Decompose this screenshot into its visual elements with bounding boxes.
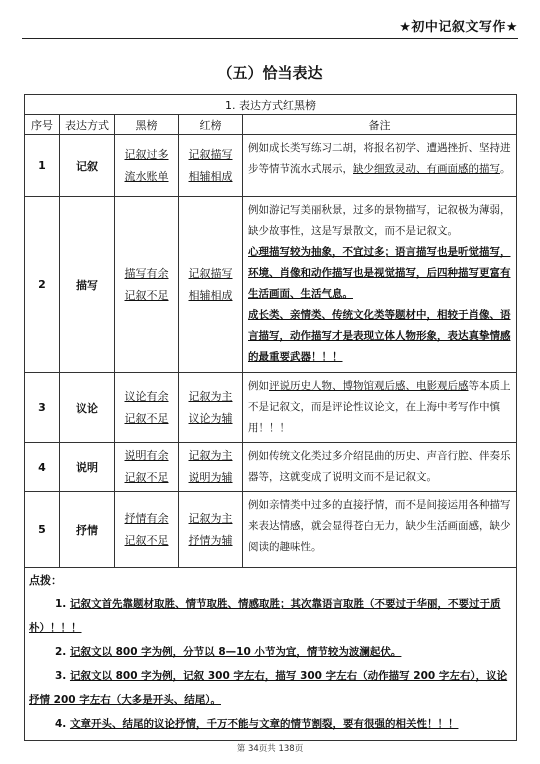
column-header: 黑榜 <box>115 115 179 135</box>
note-cell <box>243 197 517 373</box>
red-list-line: 说明为辅 <box>188 471 233 484</box>
tip-item <box>29 712 512 736</box>
row-number: 2 <box>25 197 60 373</box>
note-text: 成长类、亲情类、传统文化类等题材中，相较于肖像、语言描写，动作描写才是表现立体人物形象，表达真挚情感的最重要武器！！！ <box>248 309 511 363</box>
red-list-line: 记叙为主 <box>188 389 233 403</box>
red-list-cell <box>179 135 243 197</box>
column-header: 序号 <box>25 115 60 135</box>
black-list-line: 记叙不足 <box>124 533 169 547</box>
row-number: 1 <box>25 135 60 197</box>
table-row <box>25 443 517 492</box>
black-list-line: 记叙不足 <box>124 411 169 425</box>
note-cell <box>243 135 517 197</box>
red-list-cell <box>179 443 243 492</box>
expression-type: 抒情 <box>60 492 115 568</box>
column-header: 红榜 <box>179 115 243 135</box>
column-header: 备注 <box>243 115 517 135</box>
red-list-line: 记叙为主 <box>188 449 233 462</box>
note-cell <box>243 492 517 568</box>
tip-text: 记叙文首先靠题材取胜、情节取胜、情感取胜；其次靠语言取胜（不要过于华丽，不要过于质朴）！！！ <box>29 598 501 634</box>
red-list-line: 抒情为辅 <box>188 533 233 547</box>
page-footer: 第 34页共 138页 <box>236 744 304 754</box>
note-text: 。 <box>500 163 511 175</box>
table-row <box>25 492 517 568</box>
expression-type: 说明 <box>60 443 115 492</box>
note-text: 例如亲情类中过多的直接抒情，而不是间接运用各种描写来表达情感，就会显得苍白无力，缺少生活画面感，缺少阅读的趣味性。 <box>248 499 511 553</box>
tip-text: 记叙文以 800 字为例，分节以 8—10 小节为宜，情节较为波澜起伏。 <box>69 646 402 658</box>
note-cell <box>243 443 517 492</box>
tip-item <box>29 664 512 712</box>
red-list-line: 记叙为主 <box>188 511 233 525</box>
table-row <box>25 135 517 197</box>
expression-table <box>24 94 517 741</box>
black-list-line: 记叙不足 <box>124 471 169 484</box>
red-list-line: 议论为辅 <box>188 411 233 425</box>
tip-text: 文章开头、结尾的议论抒情，千万不能与文章的情节割裂，要有很强的相关性！！！ <box>69 718 459 730</box>
black-list-cell <box>115 443 179 492</box>
expression-type: 描写 <box>60 197 115 373</box>
tips-list <box>29 592 512 736</box>
red-list-line: 记叙描写 <box>188 147 233 161</box>
note-text: 例如传统文化类过多介绍昆曲的历史、声音行腔、伴奏乐器等，这就变成了说明文而不是记叙文。 <box>248 450 511 483</box>
note-cell <box>243 373 517 443</box>
header-title: ★初中记叙文写作★ <box>399 20 518 35</box>
red-list-cell <box>179 197 243 373</box>
black-list-line: 记叙过多 <box>124 147 169 161</box>
note-text: 缺少细致灵动、有画面感的描写 <box>353 163 500 175</box>
table-header-row <box>25 115 517 135</box>
section-title: （五）恰当表达 <box>217 64 323 82</box>
black-list-line: 说明有余 <box>124 449 169 462</box>
expression-type: 议论 <box>60 373 115 443</box>
note-text: 心理描写较为抽象，不宜过多；语言描写也是听觉描写，环境、肖像和动作描写也是视觉描写，后四种描写更富有生活画面、生活气息。 <box>248 246 511 300</box>
row-number: 4 <box>25 443 60 492</box>
table-caption: 1. 表达方式红黑榜 <box>25 95 517 115</box>
note-text: 例如 <box>248 380 269 392</box>
note-text: 评说历史人物、博物馆观后感、电影观后感 <box>269 380 469 392</box>
red-list-line: 相辅相成 <box>188 288 233 302</box>
black-list-cell <box>115 373 179 443</box>
black-list-line: 流水账单 <box>124 169 169 183</box>
note-text: 等本质上不是记叙文，而是评论性议论文，在上海中考写作中慎用！！！ <box>248 380 511 434</box>
table-body <box>25 135 517 568</box>
black-list-line: 描写有余 <box>124 266 169 280</box>
tip-number: 4. <box>55 718 67 730</box>
note-text: 例如成长类写练习二胡，将报名初学、遭遇挫折、坚持进步等情节流水式展示， <box>248 142 511 175</box>
table-row <box>25 373 517 443</box>
tip-text: 记叙文以 800 字为例，记叙 300 字左右，描写 300 字左右（动作描写 200 字左右），议论抒情 200 字左右（大多是开头、结尾）。 <box>29 670 508 706</box>
black-list-line: 议论有余 <box>124 389 169 403</box>
page-header <box>22 20 518 39</box>
tip-number: 1. <box>55 598 67 610</box>
column-header: 表达方式 <box>60 115 115 135</box>
tip-item <box>29 640 512 664</box>
red-list-line: 记叙描写 <box>188 266 233 280</box>
red-list-cell <box>179 373 243 443</box>
table-row <box>25 197 517 373</box>
row-number: 3 <box>25 373 60 443</box>
tips-heading: 点拨： <box>29 574 62 587</box>
black-list-cell <box>115 492 179 568</box>
red-list-line: 相辅相成 <box>188 169 233 183</box>
black-list-line: 抒情有余 <box>124 511 169 525</box>
tip-number: 3. <box>55 670 67 682</box>
black-list-cell <box>115 197 179 373</box>
red-list-cell <box>179 492 243 568</box>
black-list-cell <box>115 135 179 197</box>
expression-type: 记叙 <box>60 135 115 197</box>
tip-item <box>29 592 512 640</box>
note-text: 例如游记写美丽秋景，过多的景物描写，记叙极为薄弱，缺少故事性，这是写景散文，而不是记叙文。 <box>248 204 511 237</box>
tip-number: 2. <box>55 646 67 658</box>
black-list-line: 记叙不足 <box>124 288 169 302</box>
row-number: 5 <box>25 492 60 568</box>
tips-cell <box>25 568 517 741</box>
